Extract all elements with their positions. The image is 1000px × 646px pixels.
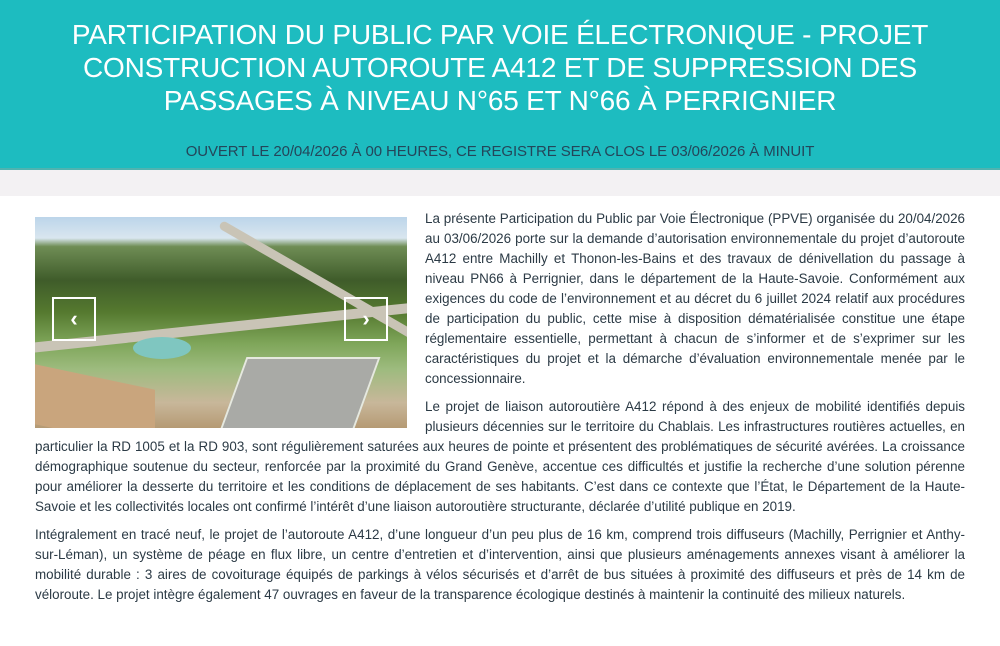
- carousel-image-pond: [133, 337, 191, 359]
- context-paragraph: Le projet de liaison autoroutière A412 répond à des enjeux de mobilité identifiés depuis plusieurs décennies sur le territoire du Chablais. Les infrastructures routières actuelles, en particulier la RD 1005 et la RD 903, sont régulièrement saturées aux heures de pointe et présentent des problématiques de sécurité avérées. La croissance démographique soutenue du secteur, renforcée par la proximité du Grand Genève, accentue ces difficultés et justifie la recherche d’une solution pérenne pour améliorer la desserte du territoire et les conditions de déplacement de ses habitants. C’est dans ce contexte que l’État, le Département de la Haute-Savoie et les collectivités locales ont confirmé l’intérêt d’une liaison autoroutière structurante, déclarée d’utilité publique en 2019.: [35, 399, 965, 514]
- page-title: PARTICIPATION DU PUBLIC PAR VOIE ÉLECTRONIQUE - PROJET CONSTRUCTION AUTOROUTE A412 ET DE SUPPRESSION DES PASSAGES À NIVEAU N°65 ET N°66 À PERRIGNIER: [71, 19, 929, 116]
- carousel-image-facility: [220, 357, 381, 428]
- intro-paragraph: La présente Participation du Public par Voie Électronique (PPVE) organisée du 20/04/2026 au 03/06/2026 porte sur la demande d’autorisation environnementale du projet d’autoroute A412 entre Machilly et Thonon-les-Bains et des travaux de dénivellation du passage à niveau PN66 à Perrignier, dans le département de la Haute-Savoie. Conformément aux exigences du code de l’environnement et au décret du 6 juillet 2024 relatif aux procédures de participation du public, cette mise à disposition dématérialisée constitue une étape réglementaire essentielle, permettant à chacun de s’informer et de s’exprimer sur les caractéristiques du projet et la démarche d’évaluation environnementale menée par le concessionnaire.: [425, 211, 965, 386]
- main-content: [0, 196, 1000, 605]
- carousel-next-button[interactable]: [344, 297, 388, 341]
- carousel-image-field: [35, 364, 155, 428]
- project-paragraph: Intégralement en tracé neuf, le projet de l’autoroute A412, d’une longueur d’un peu plus de 16 km, comprend trois diffuseurs (Machilly, Perrignier et Anthy-sur-Léman), un système de péage en flux libre, un centre d’entretien et d’intervention, ainsi que plusieurs aménagements annexes visant à améliorer la mobilité durable : 3 aires de covoiturage équipés de parkings à vélos sécurisés et d’arrêt de bus situées à proximité des diffuseurs et près de 14 km de véloroute. Le projet intègre également 47 ouvrages en faveur de la transparence écologique destinés à maintenir la continuité des milieux naturels.: [35, 527, 965, 602]
- carousel-prev-button[interactable]: [52, 297, 96, 341]
- chevron-right-icon: ›: [362, 306, 370, 331]
- separator-band: [0, 170, 1000, 196]
- registry-dates: OUVERT LE 20/04/2026 À 00 HEURES, CE REGISTRE SERA CLOS LE 03/06/2026 À MINUIT: [185, 143, 815, 160]
- image-carousel[interactable]: [35, 217, 407, 428]
- chevron-left-icon: ‹: [70, 306, 78, 331]
- page-header: [0, 0, 1000, 170]
